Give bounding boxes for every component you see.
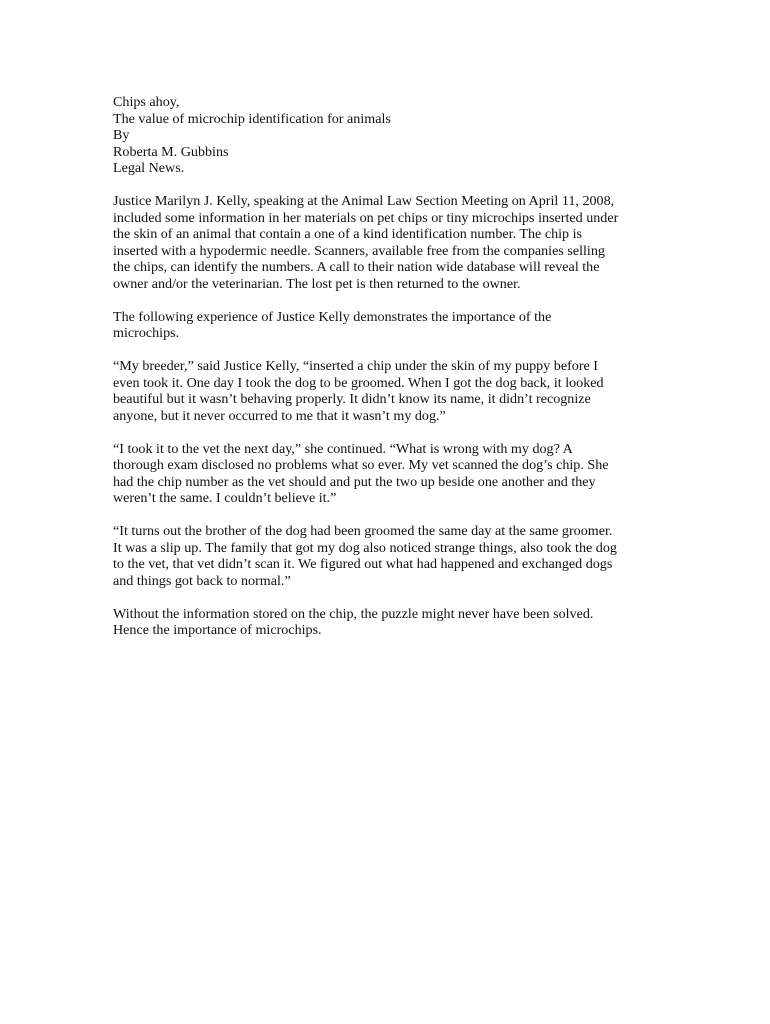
paragraph-line: even took it. One day I took the dog to be groomed. When I got the dog back, it looked [113, 374, 604, 391]
paragraph-1 [113, 193, 673, 292]
article-body [113, 94, 673, 639]
publication-name: Legal News. [113, 160, 185, 176]
article-title: Chips ahoy, [113, 94, 180, 110]
paragraph-line: Hence the importance of microchips. [113, 622, 322, 638]
paragraph-6 [113, 606, 673, 639]
paragraph-line: had the chip number as the vet should and put the two up beside one another and they [113, 473, 596, 490]
paragraph-line: Without the information stored on the chip, the puzzle might never have been solved. [113, 605, 594, 622]
article-subtitle: The value of microchip identification for animals [113, 110, 391, 127]
paragraph-line: anyone, but it never occurred to me that it wasn’t my dog.” [113, 407, 446, 424]
paragraph-line: the skin of an animal that contain a one of a kind identification number. The chip is [113, 226, 583, 242]
paragraph-line: The following experience of Justice Kelly demonstrates the importance of the [113, 308, 552, 325]
paragraph-line: “My breeder,” said Justice Kelly, “inserted a chip under the skin of my puppy before I [113, 358, 598, 374]
paragraph-line: weren’t the same. I couldn’t believe it.” [113, 490, 337, 506]
paragraph-2 [113, 309, 673, 342]
paragraph-line: “It turns out the brother of the dog had been groomed the same day at the same groomer. [113, 523, 613, 539]
byline-label: By [113, 127, 130, 143]
paragraph-line: “I took it to the vet the next day,” she continued. “What is wrong with my dog? A [113, 440, 573, 457]
paragraph-line: inserted with a hypodermic needle. Scanners, available free from the companies selling [113, 242, 605, 259]
paragraph-line: microchips. [113, 325, 180, 341]
paragraph-line: thorough exam disclosed no problems what so ever. My vet scanned the dog’s chip. She [113, 457, 609, 473]
paragraph-line: It was a slip up. The family that got my dog also noticed strange things, also took the dog [113, 539, 617, 556]
paragraph-line: included some information in her materials on pet chips or tiny microchips inserted under [113, 209, 619, 226]
paragraph-line: owner and/or the veterinarian. The lost pet is then returned to the owner. [113, 275, 521, 292]
paragraph-3 [113, 358, 673, 424]
paragraph-line: the chips, can identify the numbers. A call to their nation wide database will reveal the [113, 259, 600, 275]
paragraph-line: beautiful but it wasn’t behaving properly. It didn’t know its name, it didn’t recognize [113, 391, 591, 407]
paragraph-line: Justice Marilyn J. Kelly, speaking at the Animal Law Section Meeting on April 11, 2008, [113, 193, 615, 209]
paragraph-line: to the vet, that vet didn’t scan it. We figured out what had happened and exchanged dogs [113, 556, 613, 572]
paragraph-4 [113, 441, 673, 507]
paragraph-line: and things got back to normal.” [113, 572, 291, 589]
author-name: Roberta M. Gubbins [113, 143, 229, 160]
paragraph-5 [113, 523, 673, 589]
article-header [113, 94, 673, 177]
